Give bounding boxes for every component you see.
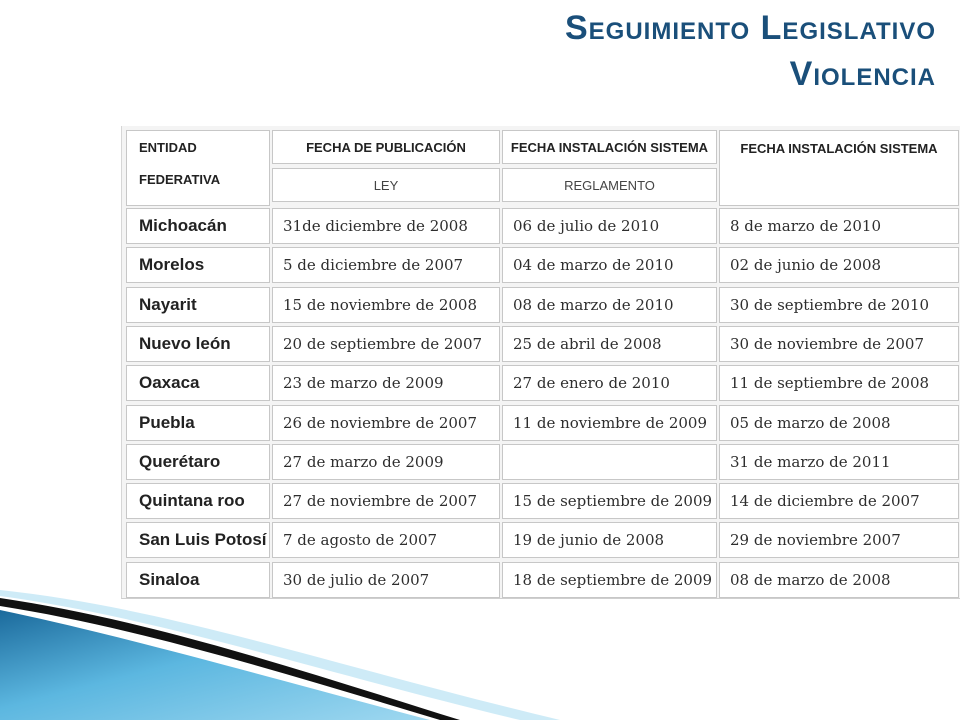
cell-publication-date: 20 de septiembre de 2007: [272, 326, 500, 362]
cell-entity: Quintana roo: [126, 483, 270, 519]
cell-installation-date-2: 11 de septiembre de 2008: [719, 365, 959, 401]
header-system-installation-date-2: FECHA INSTALACIÓN SISTEMA: [719, 130, 959, 206]
header-entity: [126, 130, 270, 206]
cell-entity: Nuevo león: [126, 326, 270, 362]
cell-installation-date-2: 08 de marzo de 2008: [719, 562, 959, 598]
cell-installation-date-1: 04 de marzo de 2010: [502, 247, 717, 283]
cell-installation-date-1: 25 de abril de 2008: [502, 326, 717, 362]
cell-publication-date: 5 de diciembre de 2007: [272, 247, 500, 283]
decorative-swoosh: [0, 580, 560, 720]
cell-installation-date-2: 14 de diciembre de 2007: [719, 483, 959, 519]
cell-publication-date: 7 de agosto de 2007: [272, 522, 500, 558]
cell-entity: Puebla: [126, 405, 270, 441]
cell-installation-date-2: 05 de marzo de 2008: [719, 405, 959, 441]
cell-installation-date-2: 31 de marzo de 2011: [719, 444, 959, 480]
cell-installation-date-2: 30 de septiembre de 2010: [719, 287, 959, 323]
header-entity-line2: FEDERATIVA: [139, 172, 221, 187]
cell-publication-date: 31de diciembre de 2008: [272, 208, 500, 244]
cell-installation-date-2: 30 de noviembre de 2007: [719, 326, 959, 362]
cell-installation-date-1: 18 de septiembre de 2009: [502, 562, 717, 598]
cell-entity: Nayarit: [126, 287, 270, 323]
cell-installation-date-2: 29 de noviembre 2007: [719, 522, 959, 558]
slide-title-line1: Seguimiento Legislativo: [564, 9, 936, 47]
cell-publication-date: 30 de julio de 2007: [272, 562, 500, 598]
cell-entity: Michoacán: [126, 208, 270, 244]
cell-entity: Oaxaca: [126, 365, 270, 401]
cell-installation-date-2: 8 de marzo de 2010: [719, 208, 959, 244]
cell-publication-date: 23 de marzo de 2009: [272, 365, 500, 401]
cell-installation-date-1: 06 de julio de 2010: [502, 208, 717, 244]
cell-entity: Sinaloa: [126, 562, 270, 598]
header-entity-line1: ENTIDAD: [139, 140, 197, 155]
header-publication-date: FECHA DE PUBLICACIÓN: [272, 130, 500, 164]
slide-title-line2: Violencia: [789, 55, 936, 93]
cell-publication-date: 26 de noviembre de 2007: [272, 405, 500, 441]
cell-publication-date: 27 de noviembre de 2007: [272, 483, 500, 519]
header-system-installation-date-1: FECHA INSTALACIÓN SISTEMA: [502, 130, 717, 164]
subheader-law: LEY: [272, 168, 500, 202]
cell-installation-date-1: 11 de noviembre de 2009: [502, 405, 717, 441]
cell-entity: San Luis Potosí: [126, 522, 270, 558]
cell-entity: Querétaro: [126, 444, 270, 480]
cell-publication-date: 15 de noviembre de 2008: [272, 287, 500, 323]
cell-installation-date-1: 27 de enero de 2010: [502, 365, 717, 401]
legislative-tracking-table: [121, 126, 960, 599]
cell-installation-date-1: 15 de septiembre de 2009: [502, 483, 717, 519]
cell-entity: Morelos: [126, 247, 270, 283]
cell-installation-date-1: 08 de marzo de 2010: [502, 287, 717, 323]
subheader-regulation: REGLAMENTO: [502, 168, 717, 202]
cell-installation-date-2: 02 de junio de 2008: [719, 247, 959, 283]
cell-installation-date-1: [502, 444, 717, 480]
cell-installation-date-1: 19 de junio de 2008: [502, 522, 717, 558]
cell-publication-date: 27 de marzo de 2009: [272, 444, 500, 480]
